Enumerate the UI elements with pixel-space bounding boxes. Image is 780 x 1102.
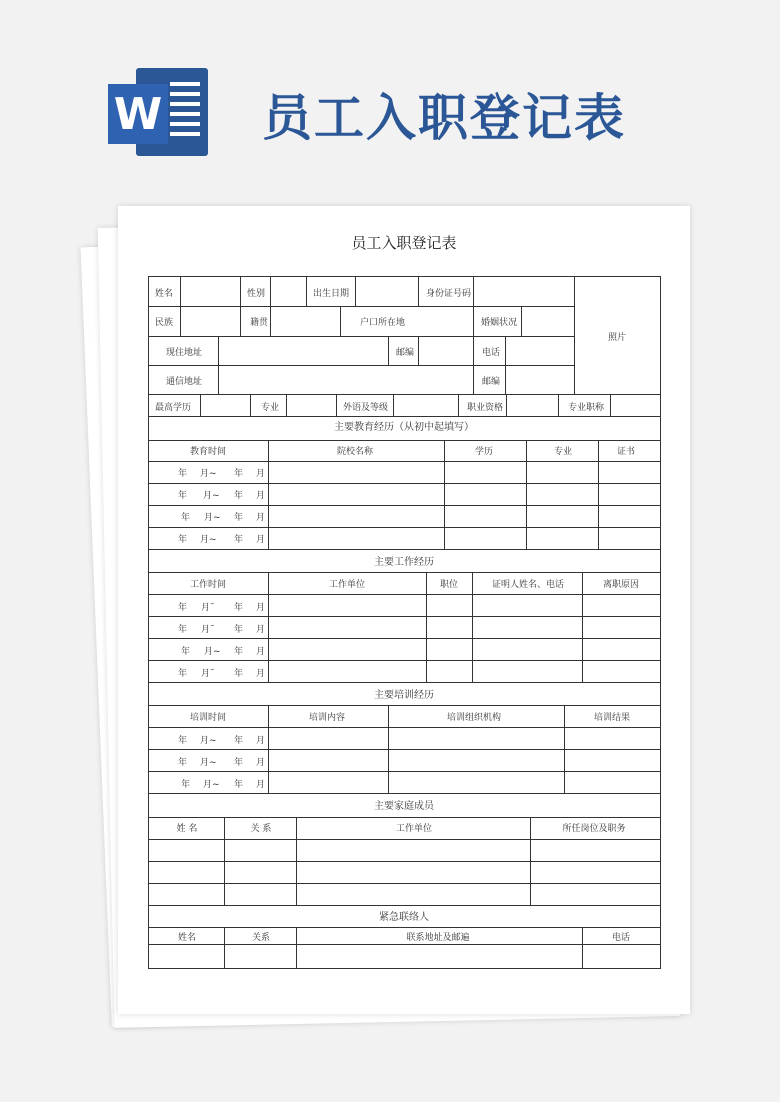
grid-line [148, 905, 661, 906]
year-label: 年 [178, 491, 188, 501]
grid-line [388, 705, 389, 793]
family-header-position: 所任岗位及职务 [562, 824, 626, 834]
grid-line [148, 306, 575, 307]
label-marital: 婚姻状况 [481, 318, 518, 328]
grid-line [286, 394, 287, 416]
label-hukou: 户口所在地 [360, 318, 406, 328]
label-id-number: 身份证号码 [426, 289, 472, 299]
work-section-title: 主要工作经历 [374, 557, 434, 568]
year-label: 年 [181, 780, 191, 790]
grid-line [148, 505, 661, 506]
year-label: 年 [234, 647, 244, 657]
month-label: 月 [256, 491, 266, 501]
training-section-title: 主要培训经历 [374, 690, 434, 701]
work-header-reason: 离职原因 [602, 580, 640, 590]
grid-line [148, 336, 575, 337]
edu-header-certificate: 证书 [616, 447, 636, 457]
grid-line [180, 276, 181, 306]
month-label: 月 [256, 513, 266, 523]
month-range-label: 月~ [203, 491, 220, 501]
month-range-label: 月~ [200, 736, 217, 746]
grid-line [473, 306, 474, 336]
grid-line [574, 276, 575, 394]
emergency-header-phone: 电话 [611, 933, 631, 943]
grid-line [558, 394, 559, 416]
month-range-label: 月~ [200, 535, 217, 545]
month-range-label: 月~ [204, 513, 221, 523]
grid-line [355, 276, 356, 306]
grid-line [505, 365, 506, 394]
year-label: 年 [178, 469, 188, 479]
grid-line [250, 394, 251, 416]
grid-line [296, 817, 297, 905]
grid-line [458, 394, 459, 416]
grid-line [200, 394, 201, 416]
year-label: 年 [234, 669, 244, 679]
grid-line [148, 616, 661, 617]
emergency-section-title: 紧急联络人 [379, 912, 429, 923]
training-header-content: 培训内容 [308, 713, 346, 723]
month-label: 月 [256, 669, 266, 679]
grid-line [418, 336, 419, 365]
education-section-title: 主要教育经历（从初中起填写） [334, 422, 474, 433]
grid-line [218, 365, 219, 394]
label-mail-address: 通信地址 [166, 377, 203, 387]
month-range-label: 月~ [200, 469, 217, 479]
label-photo: 照片 [607, 333, 627, 343]
month-label: 月 [256, 603, 266, 613]
training-header-result: 培训结果 [593, 713, 631, 723]
grid-line [268, 572, 269, 682]
document-title: 员工入职登记表 [351, 234, 457, 252]
year-label: 年 [178, 603, 188, 613]
label-birth-date: 出生日期 [313, 289, 350, 299]
year-label: 年 [181, 513, 191, 523]
grid-line [148, 276, 149, 968]
grid-line [148, 749, 661, 750]
year-label: 年 [181, 647, 191, 657]
banner [0, 0, 780, 190]
grid-line [148, 572, 661, 573]
year-label: 年 [234, 758, 244, 768]
grid-line [306, 276, 307, 306]
month-label: 月 [256, 469, 266, 479]
word-icon [108, 68, 208, 156]
grid-line [148, 638, 661, 639]
year-label: 年 [178, 669, 188, 679]
emergency-header-relation: 关系 [251, 933, 271, 943]
grid-line [530, 817, 531, 905]
grid-line [148, 394, 661, 395]
grid-line [521, 306, 522, 336]
family-section-title: 主要家庭成员 [374, 801, 434, 812]
grid-line [148, 440, 661, 441]
label-postcode-2: 邮编 [482, 377, 501, 387]
registration-form [148, 276, 660, 968]
label-ethnicity: 民族 [155, 318, 174, 328]
grid-line [660, 276, 661, 968]
training-header-time: 培训时间 [189, 713, 227, 723]
work-header-company: 工作单位 [328, 580, 366, 590]
year-label: 年 [178, 625, 188, 635]
label-major: 专业 [261, 403, 280, 413]
grid-line [296, 927, 297, 968]
label-current-address: 现住地址 [166, 348, 203, 358]
label-education: 最高学历 [155, 403, 192, 413]
grid-line [388, 336, 389, 365]
grid-line [148, 527, 661, 528]
grid-line [582, 572, 583, 682]
work-header-reference: 证明人姓名、电话 [491, 580, 565, 590]
grid-line [564, 705, 565, 793]
grid-line [148, 594, 661, 595]
grid-line [148, 682, 661, 683]
year-label: 年 [178, 736, 188, 746]
month-label: 月 [256, 625, 266, 635]
grid-line [598, 440, 599, 549]
grid-line [224, 927, 225, 968]
month-range-label: 月˜ [201, 603, 215, 613]
grid-line [418, 276, 419, 306]
grid-line [473, 276, 474, 306]
grid-line [148, 727, 661, 728]
grid-line [526, 440, 527, 549]
grid-line [506, 394, 507, 416]
label-phone: 电话 [482, 348, 501, 358]
word-icon-letter: W [108, 84, 168, 144]
grid-line [426, 572, 427, 682]
grid-line [148, 461, 661, 462]
grid-line [268, 440, 269, 549]
label-native-place: 籍贯 [250, 318, 269, 328]
label-gender: 性别 [247, 289, 266, 299]
label-postcode-1: 邮编 [396, 348, 415, 358]
emergency-header-name: 姓名 [177, 933, 197, 943]
grid-line [148, 276, 661, 277]
edu-header-school: 院校名称 [336, 447, 374, 457]
banner-title: 员工入职登记表 [262, 89, 626, 147]
grid-line [240, 306, 241, 336]
month-range-label: 月~ [203, 780, 220, 790]
year-label: 年 [178, 758, 188, 768]
edu-header-major: 专业 [553, 447, 573, 457]
grid-line [473, 336, 474, 365]
grid-line [148, 416, 661, 417]
grid-line [610, 394, 611, 416]
grid-line [148, 771, 661, 772]
grid-line [218, 336, 219, 365]
edu-header-time: 教育时间 [189, 447, 227, 457]
year-label: 年 [234, 736, 244, 746]
grid-line [148, 793, 661, 794]
month-label: 月 [256, 780, 266, 790]
month-range-label: 月~ [200, 758, 217, 768]
grid-line [270, 306, 271, 336]
year-label: 年 [178, 535, 188, 545]
month-range-label: 月~ [204, 647, 221, 657]
family-header-name: 姓 名 [176, 824, 198, 834]
grid-line [444, 440, 445, 549]
year-label: 年 [234, 491, 244, 501]
year-label: 年 [234, 513, 244, 523]
label-title-rank: 专业职称 [568, 403, 605, 413]
year-label: 年 [234, 535, 244, 545]
grid-line [268, 705, 269, 793]
year-label: 年 [234, 625, 244, 635]
label-language: 外语及等级 [343, 403, 389, 413]
edu-header-degree: 学历 [474, 447, 494, 457]
grid-line [340, 306, 341, 336]
grid-line [180, 306, 181, 336]
grid-line [148, 365, 575, 366]
month-label: 月 [256, 758, 266, 768]
grid-line [224, 817, 225, 905]
emergency-header-address: 联系地址及邮遍 [406, 933, 470, 943]
grid-line [148, 549, 661, 550]
family-header-relation: 关 系 [250, 824, 272, 834]
grid-line [336, 394, 337, 416]
work-header-position: 职位 [439, 580, 459, 590]
grid-line [473, 365, 474, 394]
grid-line [148, 660, 661, 661]
grid-line [582, 927, 583, 968]
work-header-time: 工作时间 [189, 580, 227, 590]
month-label: 月 [256, 535, 266, 545]
year-label: 年 [234, 780, 244, 790]
label-name: 姓名 [155, 289, 174, 299]
grid-line [148, 968, 661, 969]
month-range-label: 月˜ [201, 669, 215, 679]
grid-line [270, 276, 271, 306]
grid-line [148, 483, 661, 484]
grid-line [505, 336, 506, 365]
month-range-label: 月˜ [201, 625, 215, 635]
grid-line [472, 572, 473, 682]
grid-line [148, 705, 661, 706]
month-label: 月 [256, 647, 266, 657]
year-label: 年 [234, 603, 244, 613]
training-header-organization: 培训组织机构 [446, 713, 502, 723]
label-qualification: 职业资格 [467, 403, 504, 413]
month-label: 月 [256, 736, 266, 746]
year-label: 年 [234, 469, 244, 479]
grid-line [393, 394, 394, 416]
family-header-company: 工作单位 [395, 824, 433, 834]
grid-line [240, 276, 241, 306]
